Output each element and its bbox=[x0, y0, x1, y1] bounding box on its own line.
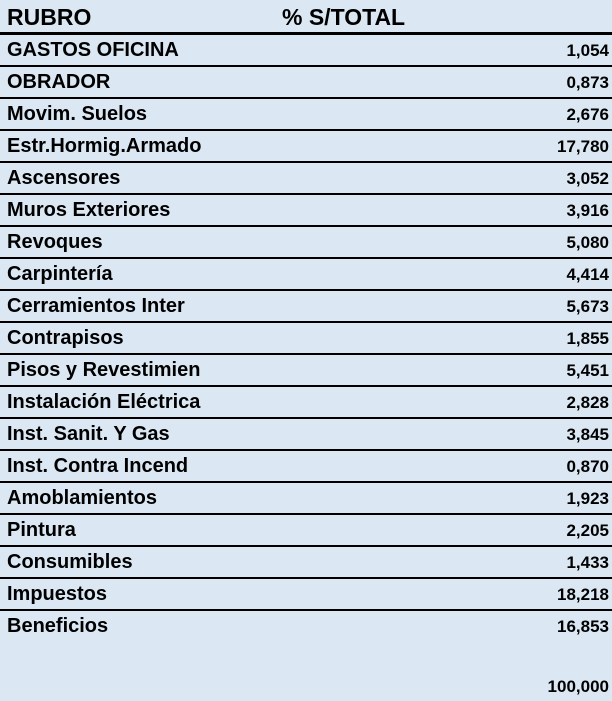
pct-cell[interactable]: 1,433 bbox=[566, 553, 609, 572]
pct-cell[interactable]: 3,916 bbox=[566, 201, 609, 220]
table-row[interactable] bbox=[0, 195, 612, 227]
column-header-pct-total[interactable]: % S/TOTAL bbox=[282, 4, 406, 30]
pct-cell[interactable]: 5,451 bbox=[566, 361, 609, 380]
table-row[interactable] bbox=[0, 419, 612, 451]
table-row[interactable] bbox=[0, 99, 612, 131]
rubro-cell[interactable]: Instalación Eléctrica bbox=[7, 391, 201, 413]
pct-cell[interactable]: 2,205 bbox=[566, 521, 609, 540]
table-row[interactable] bbox=[0, 35, 612, 67]
table-row[interactable] bbox=[0, 163, 612, 195]
rubro-cell[interactable]: GASTOS OFICINA bbox=[7, 39, 179, 61]
pct-cell[interactable]: 1,923 bbox=[566, 489, 609, 508]
rubro-cell[interactable]: Inst. Contra Incend bbox=[7, 455, 189, 477]
table-row[interactable] bbox=[0, 323, 612, 355]
rubro-cell[interactable]: Pisos y Revestimien bbox=[7, 359, 201, 381]
pct-cell[interactable]: 2,828 bbox=[566, 393, 609, 412]
rubro-cell[interactable]: OBRADOR bbox=[7, 71, 111, 93]
pct-cell[interactable]: 3,845 bbox=[566, 425, 609, 444]
rubro-cell[interactable]: Contrapisos bbox=[7, 327, 124, 349]
rubro-cell[interactable]: Estr.Hormig.Armado bbox=[7, 135, 202, 157]
pct-cell[interactable]: 5,673 bbox=[566, 297, 609, 316]
rubro-cell[interactable]: Movim. Suelos bbox=[7, 103, 148, 125]
table-row[interactable] bbox=[0, 67, 612, 99]
rubro-cell[interactable]: Muros Exteriores bbox=[7, 199, 171, 221]
table-row[interactable] bbox=[0, 451, 612, 483]
pct-cell[interactable]: 1,054 bbox=[566, 41, 609, 60]
rubro-cell[interactable]: Inst. Sanit. Y Gas bbox=[7, 423, 170, 445]
table-row[interactable] bbox=[0, 387, 612, 419]
pct-cell[interactable]: 1,855 bbox=[566, 329, 609, 348]
table-row[interactable] bbox=[0, 227, 612, 259]
table-body bbox=[0, 35, 612, 643]
rubro-cell[interactable]: Consumibles bbox=[7, 551, 133, 573]
table-row[interactable] bbox=[0, 259, 612, 291]
table-row[interactable] bbox=[0, 483, 612, 515]
pct-cell[interactable]: 3,052 bbox=[566, 169, 609, 188]
rubro-cell[interactable]: Carpintería bbox=[7, 263, 113, 285]
table-row[interactable] bbox=[0, 611, 612, 643]
rubro-cell[interactable]: Pintura bbox=[7, 519, 76, 541]
table-row[interactable] bbox=[0, 547, 612, 579]
column-header-rubro[interactable]: RUBRO bbox=[7, 4, 92, 30]
pct-cell[interactable]: 16,853 bbox=[557, 617, 609, 636]
pct-cell[interactable]: 5,080 bbox=[566, 233, 609, 252]
table-header bbox=[0, 0, 612, 35]
table-row[interactable] bbox=[0, 131, 612, 163]
pct-cell[interactable]: 4,414 bbox=[566, 265, 609, 284]
pct-cell[interactable]: 0,873 bbox=[566, 73, 609, 92]
rubro-cell[interactable]: Beneficios bbox=[7, 615, 109, 637]
rubro-cell[interactable]: Amoblamientos bbox=[7, 487, 158, 509]
rubro-cell[interactable]: Revoques bbox=[7, 231, 103, 253]
pct-cell[interactable]: 17,780 bbox=[557, 137, 609, 156]
table-row[interactable] bbox=[0, 355, 612, 387]
pct-cell[interactable]: 0,870 bbox=[566, 457, 609, 476]
rubro-cell[interactable]: Cerramientos Inter bbox=[7, 295, 185, 317]
pct-cell[interactable]: 18,218 bbox=[557, 585, 609, 604]
table-row[interactable] bbox=[0, 515, 612, 547]
table-row[interactable] bbox=[0, 291, 612, 323]
rubro-cell[interactable]: Impuestos bbox=[7, 583, 108, 605]
rubro-cell[interactable]: Ascensores bbox=[7, 167, 121, 189]
pct-cell[interactable]: 2,676 bbox=[566, 105, 609, 124]
table-row[interactable] bbox=[0, 579, 612, 611]
total-cell[interactable]: 100,000 bbox=[547, 677, 609, 696]
